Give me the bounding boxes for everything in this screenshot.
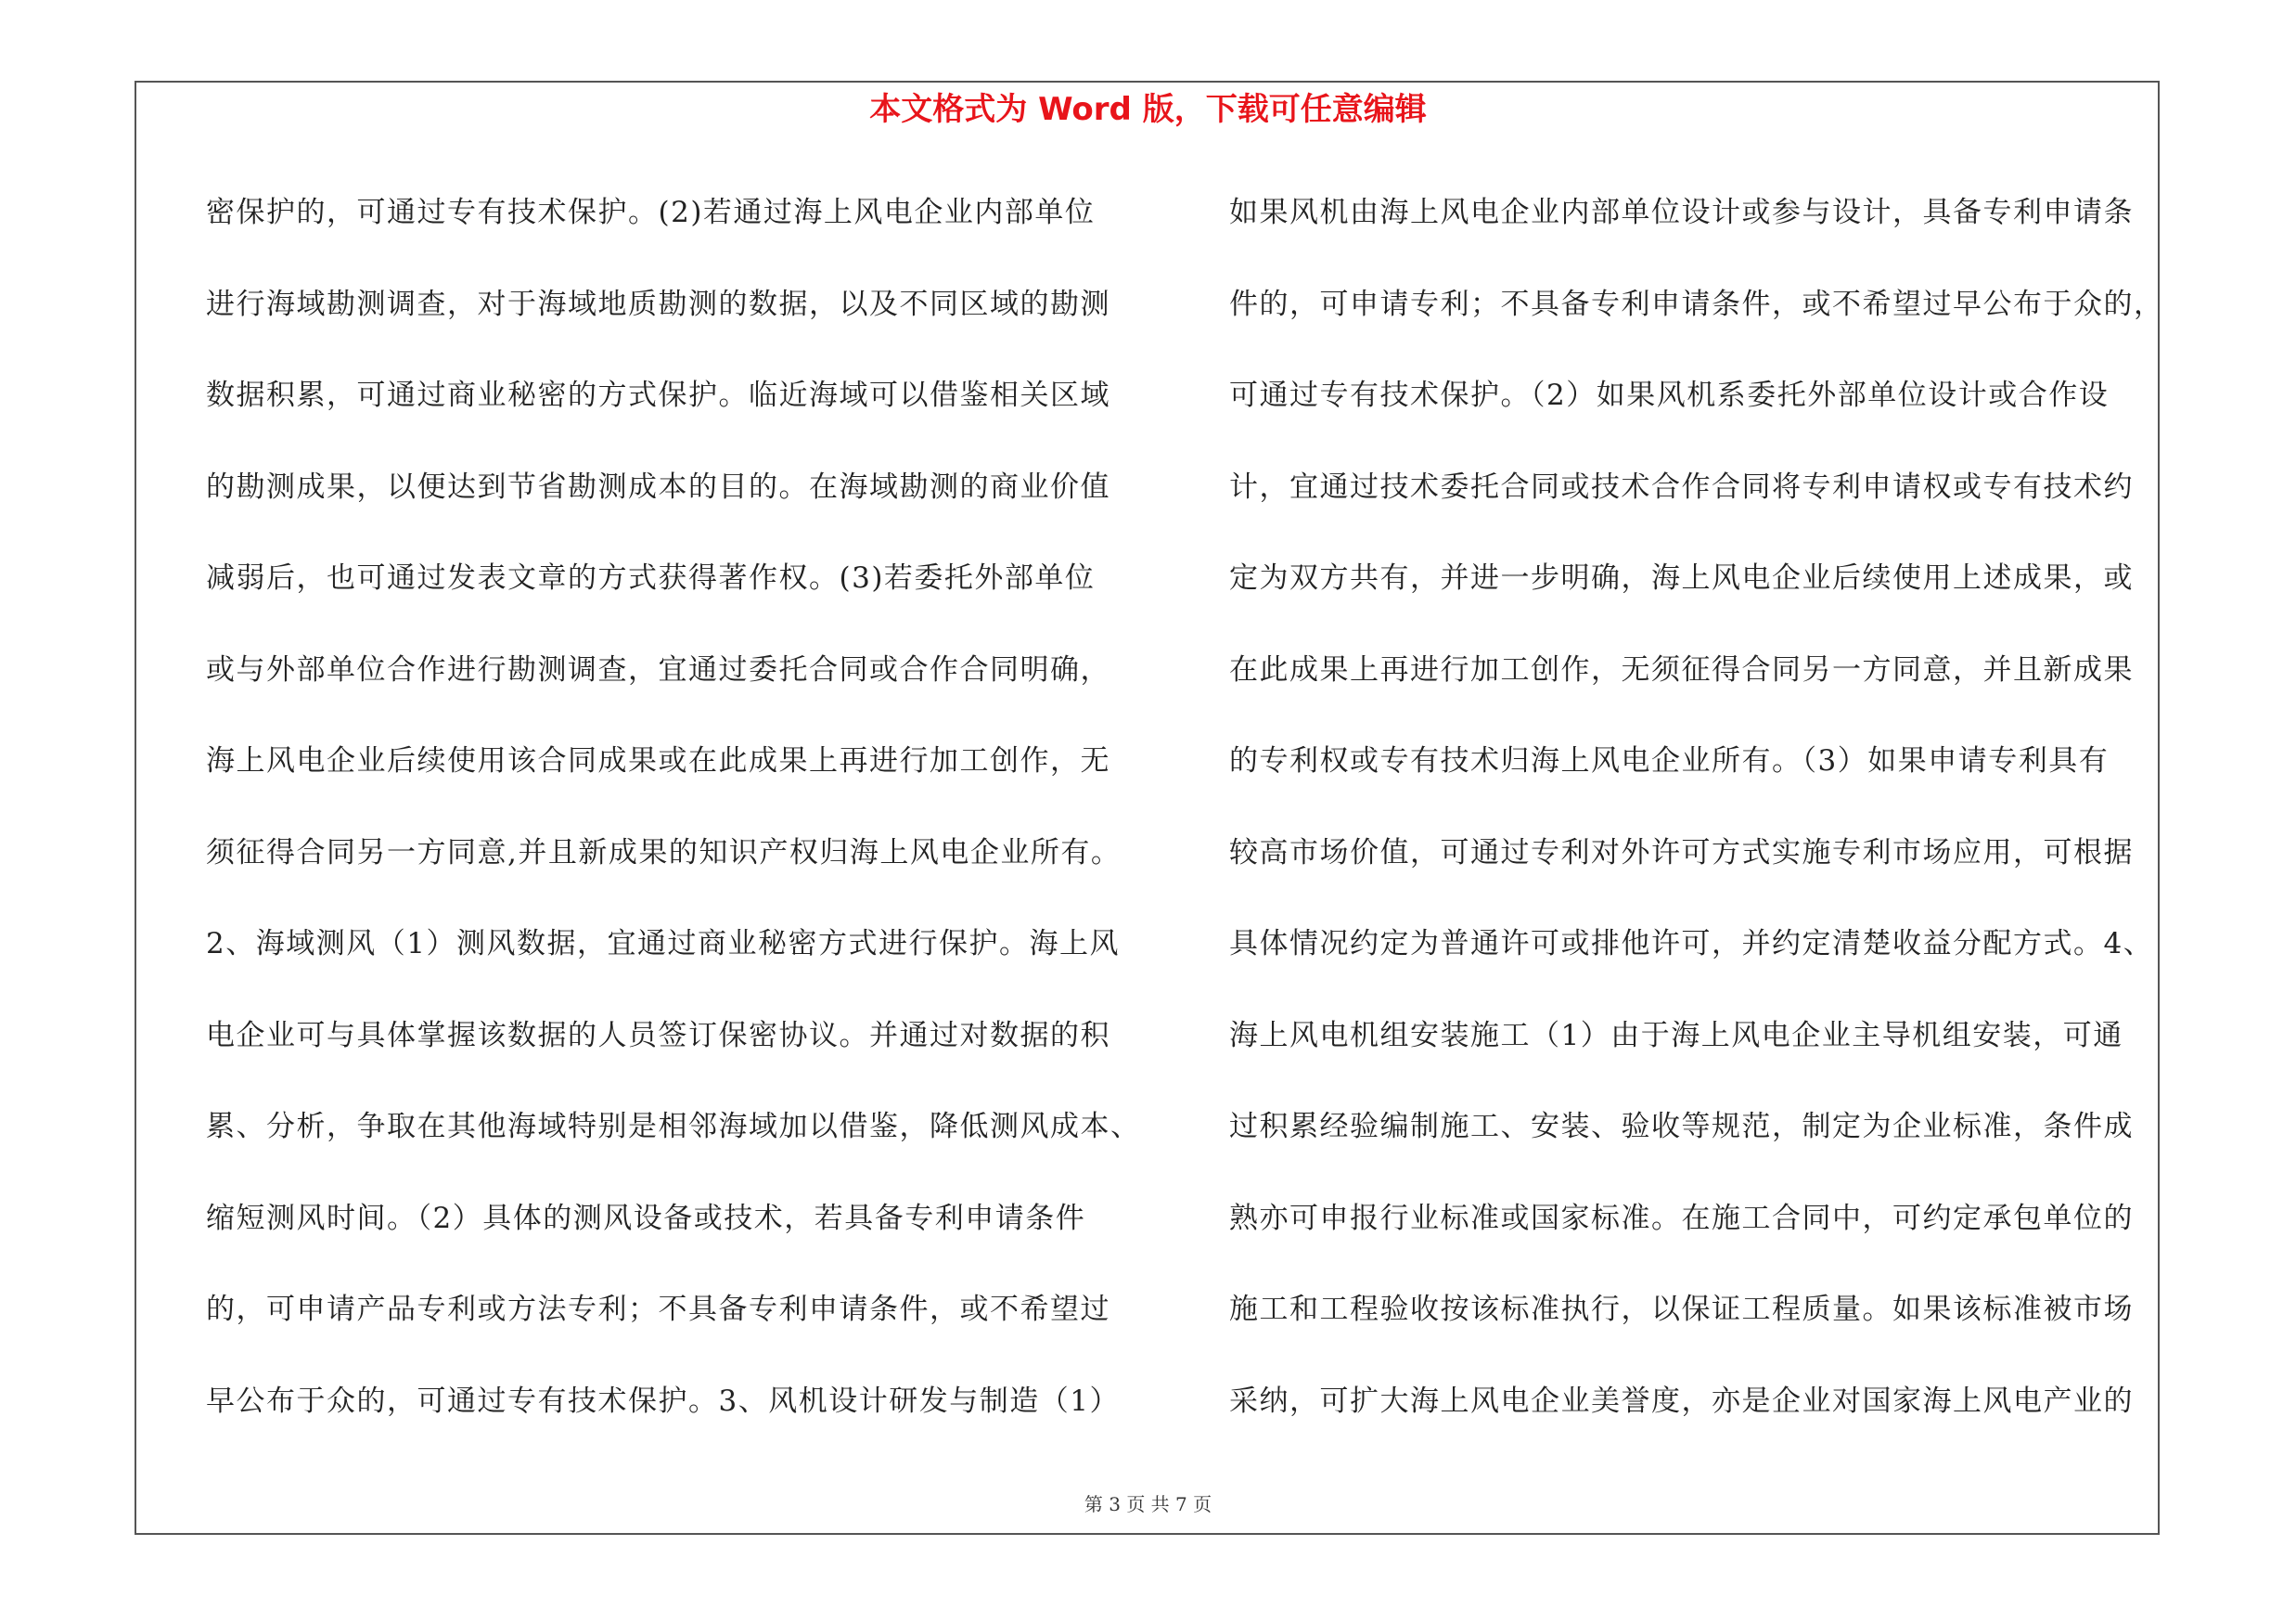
text-line: 计，宜通过技术委托合同或技术合作合同将专利申请权或专有技术约	[1229, 470, 2134, 504]
text-line: 海上风电企业后续使用该合同成果或在此成果上再进行加工创作，无	[206, 744, 1110, 778]
page-number-footer: 第 3 页 共 7 页	[1084, 1493, 1212, 1515]
text-line: 数据积累，可通过商业秘密的方式保护。临近海域可以借鉴相关区域	[206, 379, 1110, 412]
text-line: 的勘测成果，以便达到节省勘测成本的目的。在海域勘测的商业价值	[206, 470, 1110, 504]
text-line: 件的，可申请专利；不具备专利申请条件，或不希望过早公布于众的，	[1229, 287, 2164, 321]
text-line: 减弱后，也可通过发表文章的方式获得著作权。(3)若委托外部单位	[206, 561, 1096, 595]
left-text-column	[206, 184, 1141, 1463]
text-line: 熟亦可申报行业标准或国家标准。在施工合同中，可约定承包单位的	[1229, 1201, 2134, 1235]
text-line: 的，可申请产品专利或方法专利；不具备专利申请条件，或不希望过	[206, 1293, 1110, 1326]
right-text-column	[1229, 184, 2164, 1463]
text-line: 密保护的，可通过专有技术保护。(2)若通过海上风电企业内部单位	[206, 196, 1096, 229]
text-line: 可通过专有技术保护。（2）如果风机系委托外部单位设计或合作设	[1229, 379, 2110, 412]
text-line: 在此成果上再进行加工创作，无须征得合同另一方同意，并且新成果	[1229, 652, 2134, 687]
text-line: 较高市场价值，可通过专利对外许可方式实施专利市场应用，可根据	[1229, 835, 2134, 869]
text-line: 如果风机由海上风电企业内部单位设计或参与设计，具备专利申请条	[1229, 196, 2134, 229]
text-line: 累、分析，争取在其他海域特别是相邻海域加以借鉴，降低测风成本、	[206, 1110, 1141, 1143]
text-line: 电企业可与具体掌握该数据的人员签订保密协议。并通过对数据的积	[206, 1018, 1110, 1052]
text-line: 的专利权或专有技术归海上风电企业所有。（3）如果申请专利具有	[1229, 744, 2110, 778]
text-line: 进行海域勘测调查，对于海域地质勘测的数据，以及不同区域的勘测	[206, 287, 1110, 321]
text-line: 具体情况约定为普通许可或排他许可，并约定清楚收益分配方式。4、	[1229, 927, 2154, 960]
text-line: 定为双方共有，并进一步明确，海上风电企业后续使用上述成果，或	[1229, 561, 2134, 595]
text-line: 海上风电机组安装施工（1）由于海上风电企业主导机组安装，可通	[1229, 1018, 2123, 1052]
text-line: 缩短测风时间。（2）具体的测风设备或技术，若具备专利申请条件	[206, 1201, 1086, 1235]
text-line: 施工和工程验收按该标准执行，以保证工程质量。如果该标准被市场	[1229, 1293, 2134, 1326]
text-line: 或与外部单位合作进行勘测调查，宜通过委托合同或合作合同明确，	[206, 652, 1110, 687]
text-line: 采纳，可扩大海上风电企业美誉度，亦是企业对国家海上风电产业的	[1229, 1384, 2134, 1418]
format-notice-banner: 本文格式为 Word 版，下载可任意编辑	[869, 91, 1427, 128]
text-line: 早公布于众的，可通过专有技术保护。3、风机设计研发与制造（1）	[206, 1384, 1120, 1418]
text-line: 过积累经验编制施工、安装、验收等规范，制定为企业标准，条件成	[1229, 1110, 2134, 1143]
text-line: 2、海域测风（1）测风数据，宜通过商业秘密方式进行保护。海上风	[206, 927, 1120, 960]
text-line: 须征得合同另一方同意,并且新成果的知识产权归海上风电企业所有。	[206, 835, 1122, 869]
